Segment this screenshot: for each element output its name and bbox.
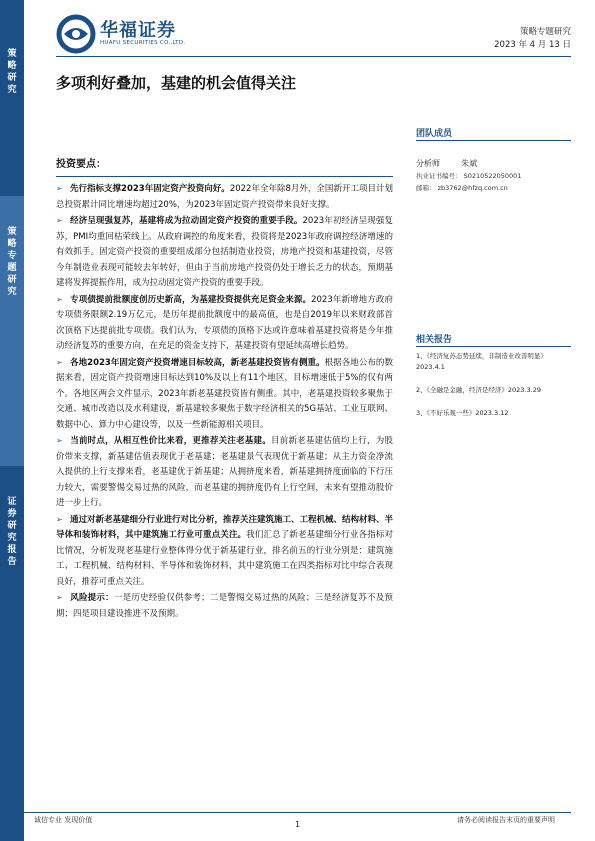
sidebar-char: 略 [7, 239, 17, 249]
team-divider [416, 140, 571, 141]
arrow-bullet-icon: ➢ [56, 184, 63, 193]
arrow-bullet-icon: ➢ [56, 216, 63, 225]
arrow-bullet-icon: ➢ [56, 294, 63, 304]
key-point-lead: 风险提示： [70, 593, 114, 603]
related-item[interactable]: 1、《经济复苏态势延续，非制造业改善明显》2023.4.1 [416, 352, 547, 371]
logo-cn-text: 华福证券 [100, 20, 176, 41]
sidebar [0, 0, 24, 841]
key-point-lead: 专项债提前批额度创历史新高，为基建投资提供充足资金来源。 [70, 294, 312, 305]
arrow-bullet-icon: ➢ [56, 514, 63, 524]
analyst-name: 朱斌 [461, 159, 478, 168]
key-point-paragraph [56, 590, 393, 622]
company-logo [56, 14, 216, 54]
section-divider [56, 176, 393, 177]
key-point-paragraph [56, 512, 393, 591]
sidebar-char: 研 [7, 275, 17, 285]
key-points [56, 181, 393, 622]
key-point-lead: 各地2023年固定资产投资增速目标较高，新老基建投资皆有侧重。 [70, 357, 325, 368]
logo-mark-icon [56, 14, 96, 54]
sidebar-char: 略 [7, 61, 17, 71]
sidebar-char: 策 [7, 227, 17, 237]
key-point-paragraph [56, 433, 393, 512]
key-point-text: 2023年新增地方政府专项债务限额2.19万亿元，是历年提前批额度中的最高值，也是自2019年以来财政部首次顶格下达提前批专项债。我们认为，专项债的顶格下达或许意味着基建投资将是今年推动经济复苏的重要方向，在充足的资金支持下，基建投资有望延续高增长趋势。 [56, 294, 393, 351]
section-heading: 投资要点： [56, 159, 106, 170]
sidebar-segment-1 [0, 0, 24, 196]
related-divider [416, 346, 571, 347]
logo-en-text: HUAFU SECURITIES CO.,LTD. [100, 40, 186, 46]
footer-divider [24, 812, 571, 813]
arrow-bullet-icon: ➢ [56, 436, 63, 445]
sidebar-char: 研 [7, 73, 17, 83]
related-list [416, 351, 571, 431]
sidebar-segment-2 [0, 196, 24, 466]
analyst-email[interactable]: 邮箱： zb3762@hfzq.com.cn [416, 184, 508, 192]
key-point-paragraph [56, 181, 393, 213]
key-point-text: 2023年初经济呈现强复苏，PMI均重回枯荣线上。从政府调控的角度来看，投资将是2023年政府调控经济增速的有效抓手。固定资产投资的重要组成部分包括制造业投资，房地产投资和基建投资，尽管今年制造业表现可能较去年转好，但由于当前房地产投资仍处于增长乏力的状态，预期基建将发挥提振作用，成为拉动固定资产投资的重要手段。 [56, 216, 393, 288]
related-label: 相关报告 [416, 335, 453, 345]
header-divider [56, 56, 571, 57]
arrow-bullet-icon: ➢ [56, 593, 63, 602]
page-title: 多项利好叠加，基建的机会值得关注 [56, 74, 297, 92]
analyst-license: 执业证书编号： S0210522050001 [416, 172, 522, 180]
main-content [56, 155, 393, 622]
arrow-bullet-icon: ➢ [56, 357, 63, 367]
sidebar-char: 策 [7, 49, 17, 59]
sidebar-char: 报 [7, 545, 17, 555]
report-date: 2023 年 4 月 13 日 [494, 40, 571, 50]
sidebar-char: 究 [7, 287, 17, 297]
related-item[interactable]: 2、《全融是金融，经济是经济》2023.3.29 [416, 386, 541, 394]
header-meta [494, 26, 571, 52]
footer-slogan: 诚信专业 发现价值 [34, 816, 93, 824]
key-point-text: 我们汇总了新老基建细分行业各指标对比情况，分析发现老基建行业整体得分优于新基建行业，排名前五的行业分别是：建筑施工、工程机械、结构材料、半导体和装饰材料，其中建筑施工在四类指标对比中综合表现良好，推荐可重点关注。 [56, 530, 393, 587]
sidebar-char: 究 [7, 533, 17, 543]
page-number: 1 [294, 820, 301, 829]
key-point-lead: 经济呈现强复苏，基建将成为拉动固定资产投资的重要手段。 [70, 216, 303, 226]
key-point-text: 一是历史经验仅供参考；二是警惕交易过热的风险；三是经济复苏不及预期；四是项目建设推进不及预期。 [56, 593, 393, 619]
key-point-paragraph [56, 355, 393, 434]
key-point-paragraph [56, 213, 393, 292]
sidebar-char: 题 [7, 263, 17, 273]
team-label: 团队成员 [416, 129, 453, 139]
related-item[interactable]: 3、《不好乐观一些》2023.3.12 [416, 409, 509, 417]
key-point-lead: 先行指标支撑2023年固定资产投资向好。 [70, 184, 230, 194]
analyst-block [416, 158, 571, 194]
report-type: 策略专题研究 [519, 27, 571, 37]
sidebar-char: 究 [7, 85, 17, 95]
key-point-lead: 通过对新老基建细分行业进行对比分析，推荐关注建筑施工、工程机械、结构材料、半导体和装饰材料，其中建筑施工行业可重点关注。 [56, 514, 394, 540]
sidebar-char: 研 [7, 521, 17, 531]
sidebar-char: 券 [7, 509, 17, 519]
key-point-text: 根据各地公布的数据来看，固定资产投资增速目标达到10%及以上有11个地区，目标增速低于5%的仅有两个。各地区两会文件显示，2023年新老基建投资皆有侧重。其中，老基建投资较多聚焦于交通、城市改造以及水利建设，新基建较多聚焦于数字经济相关的5G基站、工业互联网、数据中心、算力中心建设等，以及一些新能源相关项目。 [56, 357, 393, 430]
analyst-role: 分析师 [416, 159, 440, 168]
sidebar-segment-3 [0, 466, 24, 841]
sidebar-char: 证 [7, 497, 17, 507]
sidebar-char: 告 [7, 557, 17, 567]
sidebar-char: 专 [7, 251, 17, 261]
key-point-lead: 当前时点，从相互性价比来看，更推荐关注老基建。 [70, 436, 271, 446]
key-point-text: 2022年全年除8月外，全国新开工项目计划总投资累计同比增速均超过20%，为2023年固定资产投资带来良好支撑。 [56, 184, 393, 210]
footer-disclaimer: 请务必阅读报告末页的重要声明 [457, 816, 555, 824]
key-point-text: 目前新老基建估值均上行，为股价带来支撑，新基建估值表现优于老基建；老基建景气表现优于新基建；从主力资金净流入提供的上行支撑来看，老基建优于新基建；从拥挤度来看，新基建拥挤度面临的下行压力较大，需要警惕交易过热的风险，而老基建的拥挤度仍有上行空间，未来有望推动股价进一步上行。 [56, 436, 393, 508]
key-point-paragraph [56, 292, 393, 355]
